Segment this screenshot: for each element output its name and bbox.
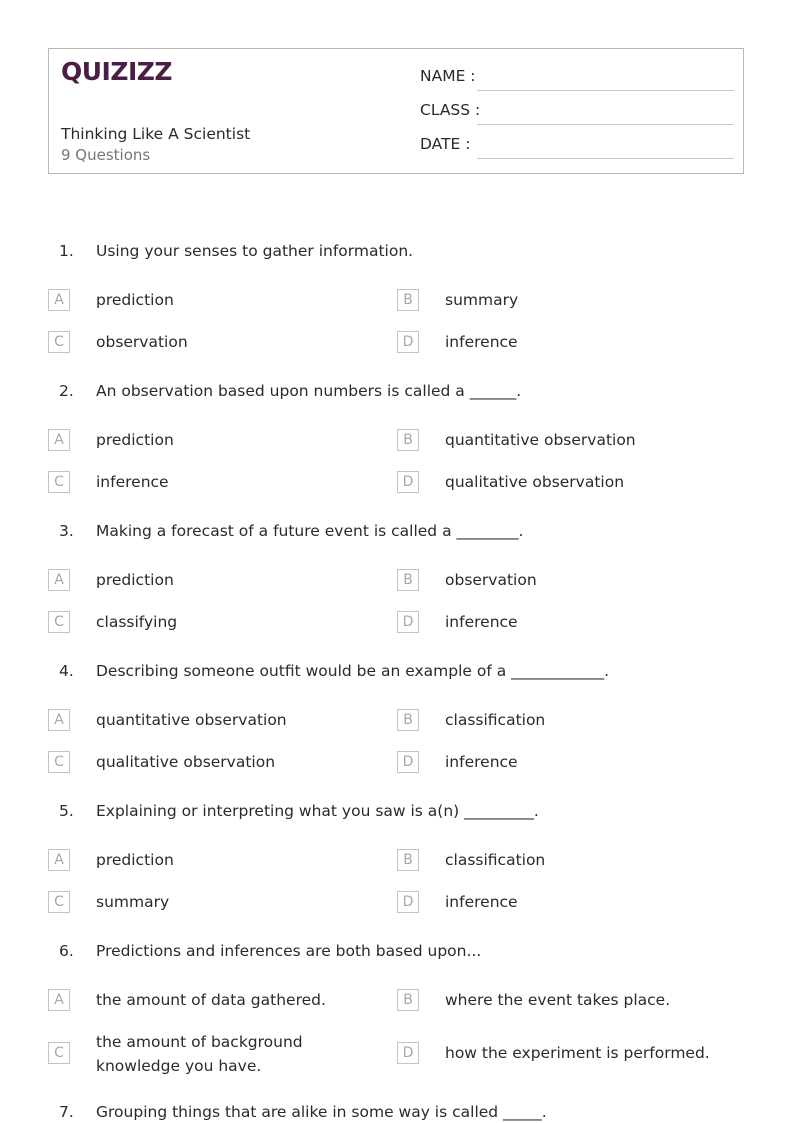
option-text: prediction [96,291,174,309]
question-number: 3. [59,522,74,540]
option-letter-box[interactable]: A [48,289,70,311]
date-line [477,158,734,159]
name-label: NAME : [420,67,476,85]
option-letter-box[interactable]: C [48,471,70,493]
option-text: inference [445,613,518,631]
option-text: summary [445,291,519,309]
option-text: inference [445,333,518,351]
question-text: Predictions and inferences are both based upon... [96,942,482,960]
option-text: inference [445,893,518,911]
option-text: observation [445,571,537,589]
class-label: CLASS : [420,101,481,119]
option-letter-box[interactable]: D [397,751,419,773]
question-count: 9 Questions [61,146,151,164]
option-letter-box[interactable]: A [48,569,70,591]
option-letter-box[interactable]: A [48,989,70,1011]
option-letter-box[interactable]: D [397,611,419,633]
option-letter-box[interactable]: A [48,709,70,731]
question-text: Describing someone outfit would be an example of a ____________. [96,662,610,680]
option-letter-box[interactable]: C [48,751,70,773]
option-text: qualitative observation [96,753,276,771]
option-text: classification [445,851,546,869]
option-letter-box[interactable]: B [397,709,419,731]
option-letter-box[interactable]: D [397,891,419,913]
question-number: 4. [59,662,74,680]
class-field [420,99,734,125]
option-letter-box[interactable]: D [397,331,419,353]
option-text: summary [96,893,170,911]
option-text: prediction [96,431,174,449]
option-text: the amount of data gathered. [96,991,326,1009]
option-letter-box[interactable]: C [48,611,70,633]
option-letter-box[interactable]: D [397,471,419,493]
option-letter-box[interactable]: D [397,1042,419,1064]
option-text: quantitative observation [445,431,636,449]
option-letter-box[interactable]: B [397,569,419,591]
option-letter-box[interactable]: C [48,331,70,353]
option-text: observation [96,333,188,351]
quizizz-logo: QUIZIZZ [61,57,173,86]
option-text: inference [96,473,169,491]
question-text: Using your senses to gather information. [96,242,414,260]
option-letter-box[interactable]: B [397,849,419,871]
question-number: 2. [59,382,74,400]
option-text: inference [445,753,518,771]
option-text: classification [445,711,546,729]
date-field [420,133,734,159]
question-number: 1. [59,242,74,260]
question-text: Grouping things that are alike in some way is called _____. [96,1103,547,1121]
option-letter-box[interactable]: B [397,289,419,311]
option-text: prediction [96,851,174,869]
option-text: classifying [96,613,178,631]
option-letter-box[interactable]: B [397,429,419,451]
option-text: qualitative observation [445,473,625,491]
question-text: An observation based upon numbers is called a ______. [96,382,522,400]
option-letter-box[interactable]: A [48,849,70,871]
option-letter-box[interactable]: C [48,1042,70,1064]
question-number: 7. [59,1103,74,1121]
option-letter-box[interactable]: A [48,429,70,451]
worksheet-title: Thinking Like A Scientist [61,125,251,143]
option-text: how the experiment is performed. [445,1044,710,1062]
option-letter-box[interactable]: C [48,891,70,913]
question-text: Making a forecast of a future event is called a ________. [96,522,524,540]
option-text: the amount of background knowledge you have. [96,1033,303,1075]
question-text: Explaining or interpreting what you saw is a(n) _________. [96,802,539,820]
class-line [477,124,734,125]
question-number: 6. [59,942,74,960]
option-text: quantitative observation [96,711,287,729]
date-label: DATE : [420,135,471,153]
name-line [477,90,734,91]
option-letter-box[interactable]: B [397,989,419,1011]
option-text: prediction [96,571,174,589]
worksheet-header [48,48,744,174]
name-field [420,65,734,91]
question-number: 5. [59,802,74,820]
option-text: where the event takes place. [445,991,671,1009]
